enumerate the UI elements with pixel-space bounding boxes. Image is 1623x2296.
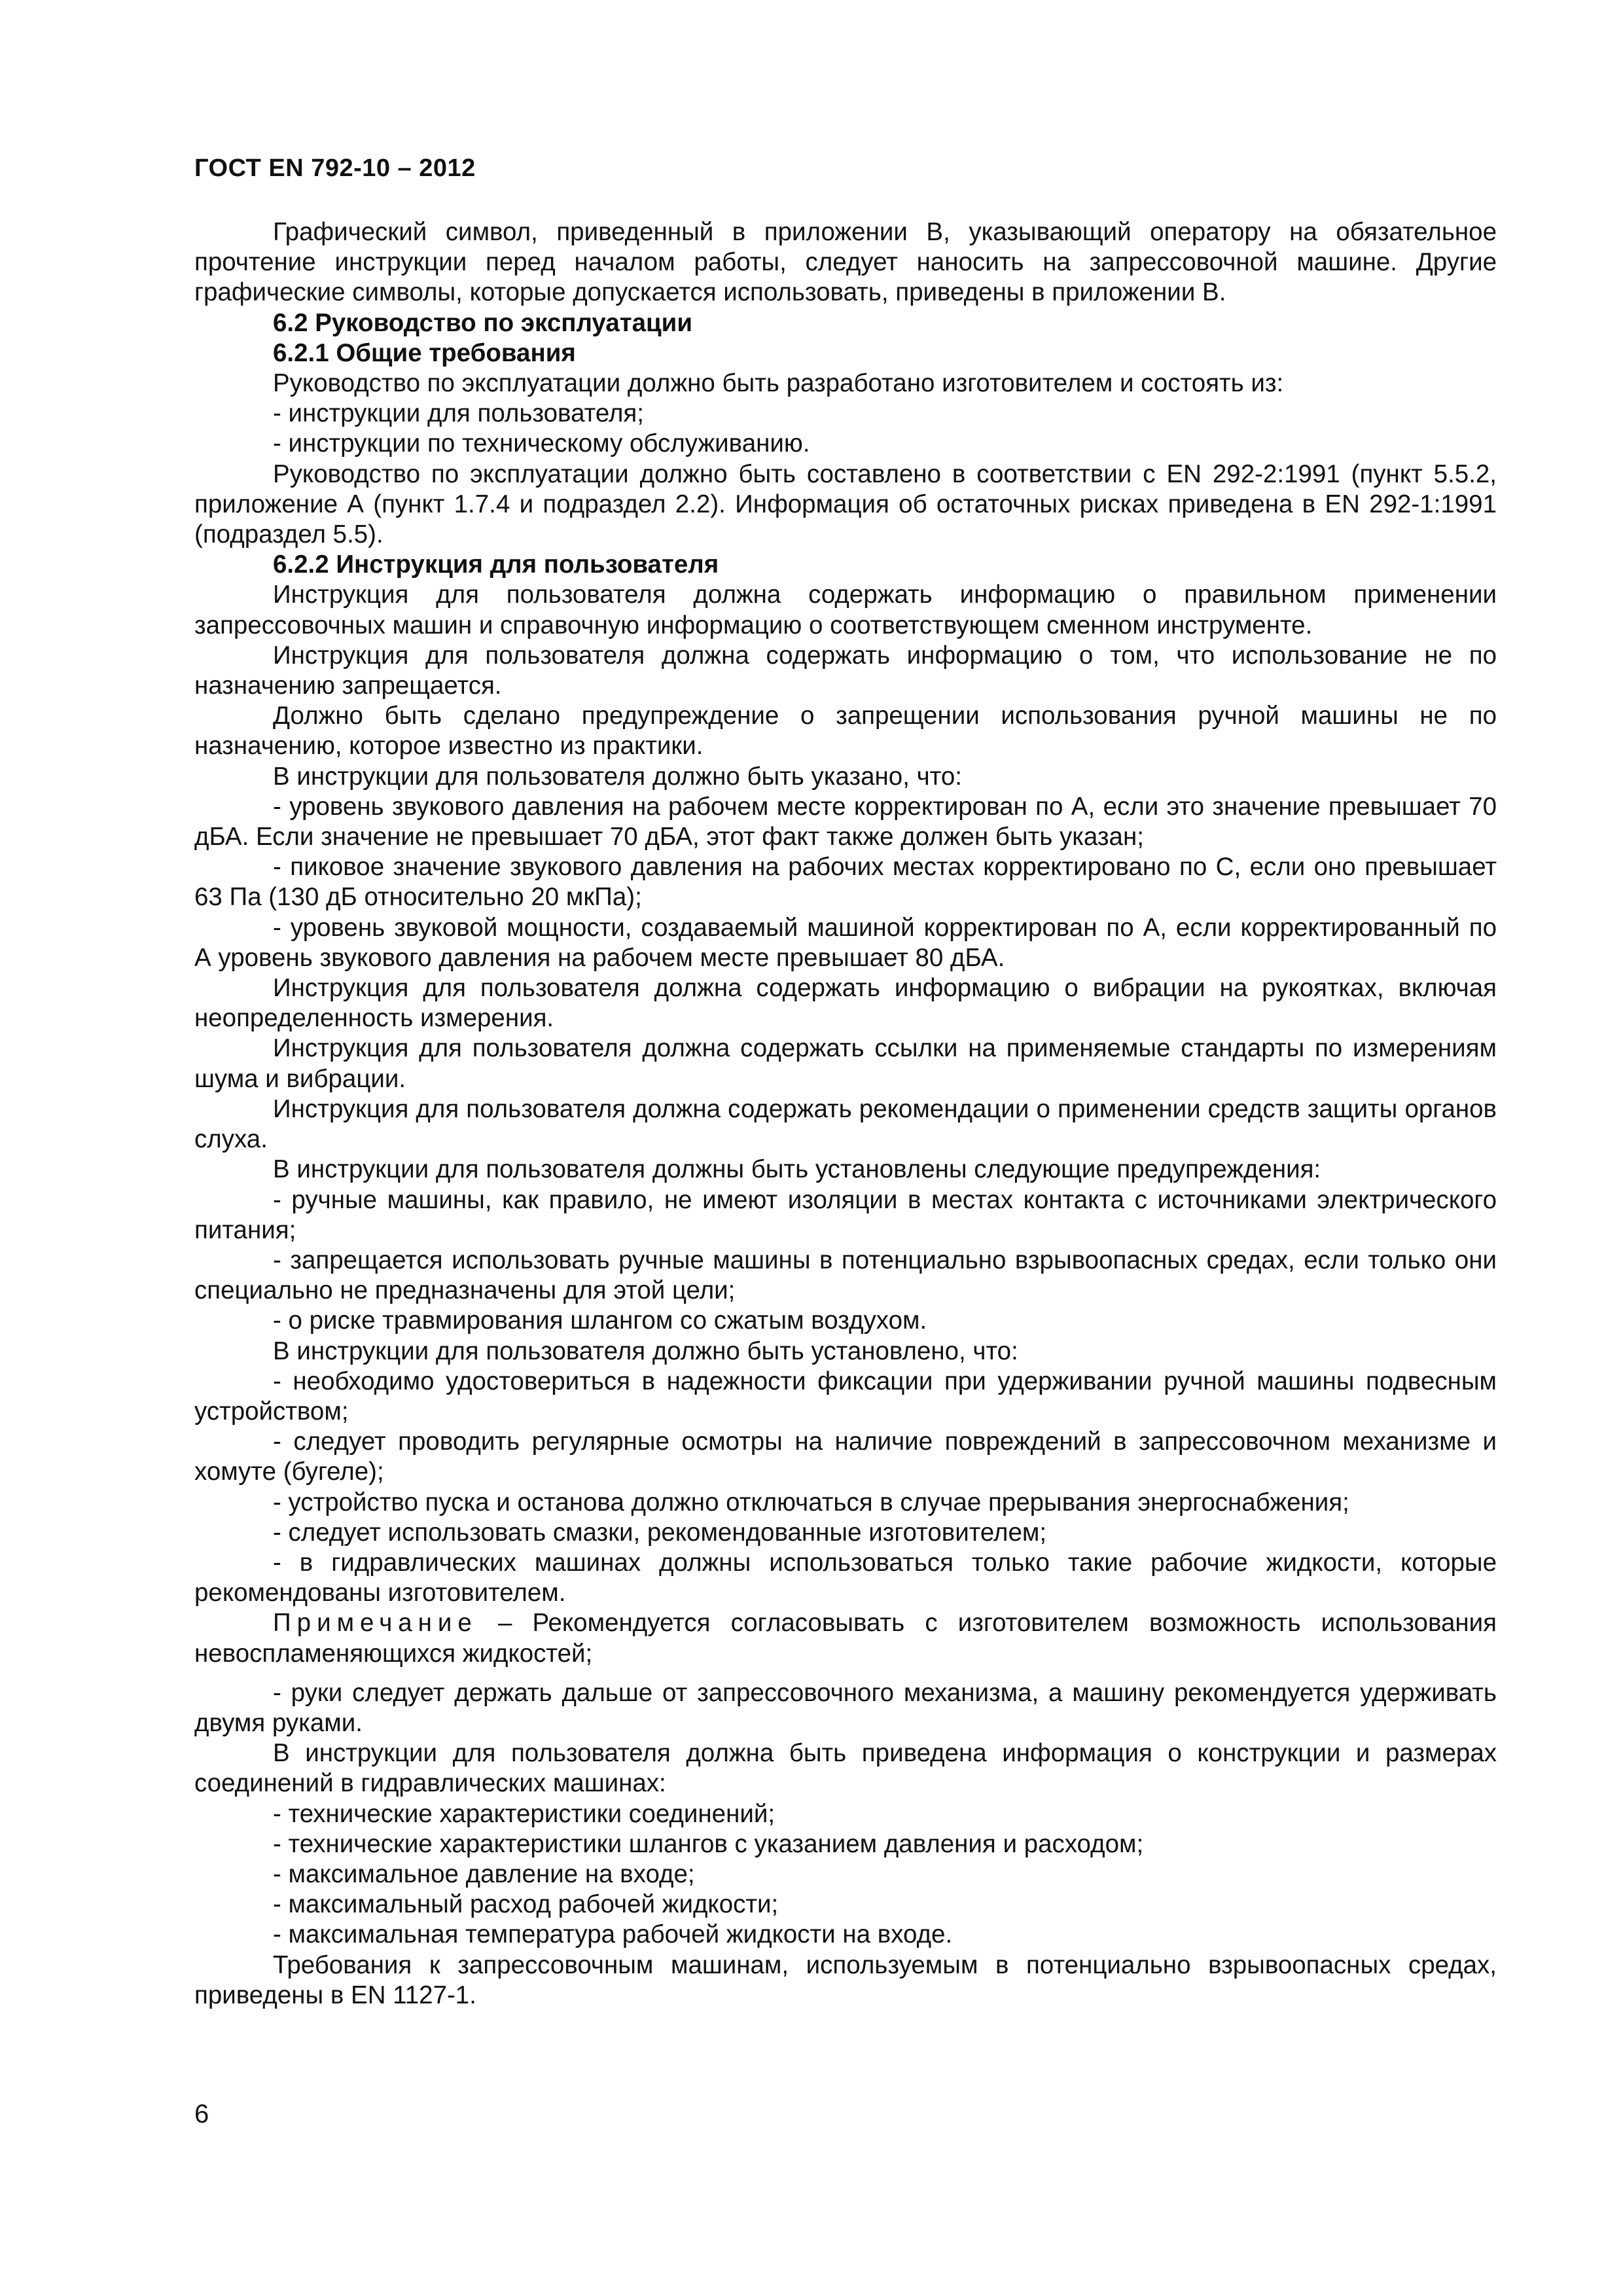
paragraph: Должно быть сделано предупреждение о запрещении использования ручной машины не по назначению, которое известно из практики. <box>194 702 1497 761</box>
list-item: - уровень звукового давления на рабочем месте корректирован по А, если это значение превышает 70 дБА. Если значение не превышает 70 дБА, этот факт также должен быть указан; <box>194 792 1497 852</box>
list-item: - руки следует держать дальше от запрессовочного механизма, а машину рекомендуется удерживать двумя руками. <box>194 1678 1497 1737</box>
paragraph: Инструкция для пользователя должна содержать ссылки на применяемые стандарты по измерениям шума и вибрации. <box>194 1034 1497 1093</box>
paragraph: В инструкции для пользователя должно быть установлено, что: <box>273 1336 1018 1365</box>
list-item: - необходимо удостовериться в надежности фиксации при удерживании ручной машины подвесным устройством; <box>194 1367 1497 1426</box>
paragraph: Инструкция для пользователя должна содержать информацию о вибрации на рукоятках, включая неопределенность измерения. <box>194 974 1497 1033</box>
paragraph: В инструкции для пользователя должно быть указано, что: <box>273 762 962 791</box>
page-number: 6 <box>194 2100 209 2128</box>
list-item: - максимальное давление на входе; <box>273 1859 695 1888</box>
list-item: - ручные машины, как правило, не имеют изоляции в местах контакта с источниками электрического питания; <box>194 1185 1497 1244</box>
paragraph-manual-content: Руководство по эксплуатации должно быть разработано изготовителем и состоять из: <box>273 369 1284 398</box>
note-paragraph <box>194 1608 1497 1668</box>
list-item: - инструкции по техническому обслуживанию. <box>273 429 810 458</box>
list-item: - следует проводить регулярные осмотры на наличие повреждений в запрессовочном механизме и хомуте (бугеле); <box>194 1427 1497 1486</box>
list-item: - инструкции для пользователя; <box>273 399 644 428</box>
paragraph: В инструкции для пользователя должны быть установлены следующие предупреждения: <box>273 1155 1321 1184</box>
note-label: Примечание <box>273 1609 478 1638</box>
section-heading-6-2-1: 6.2.1 Общие требования <box>273 338 576 367</box>
list-item: - максимальная температура рабочей жидкости на входе. <box>273 1920 953 1949</box>
paragraph: Инструкция для пользователя должна содержать рекомендации о применении средств защиты органов слуха. <box>194 1094 1497 1154</box>
document-header: ГОСТ EN 792-10 – 2012 <box>194 154 476 182</box>
note-text: – Рекомендуется согласовывать с изготовителем возможность использования невоспламеняющихся жидкостей; <box>194 1609 1497 1668</box>
paragraph: В инструкции для пользователя должна быть приведена информация о конструкции и размерах соединений в гидравлических машинах: <box>194 1739 1497 1798</box>
list-item: - уровень звуковой мощности, создаваемый машиной корректирован по А, если корректированный по А уровень звукового давления на рабочем месте превышает 80 дБА. <box>194 913 1497 972</box>
paragraph: Инструкция для пользователя должна содержать информацию о том, что использование не по назначению запрещается. <box>194 641 1497 700</box>
list-item: - технические характеристики шлангов с указанием давления и расходом; <box>273 1829 1144 1858</box>
list-item: - в гидравлических машинах должны использоваться только такие рабочие жидкости, которые рекомендованы изготовителем. <box>194 1548 1497 1607</box>
list-item: - устройство пуска и останова должно отключаться в случае прерывания энергоснабжения; <box>273 1488 1349 1516</box>
paragraph-graphic-symbol: Графический символ, приведенный в приложении В, указывающий оператору на обязательное прочтение инструкции перед началом работы, следует наносить на запрессовочной машине. Другие графические символы, которые допускается использовать, приведены в приложении В. <box>194 218 1497 307</box>
list-item: - пиковое значение звукового давления на рабочих местах корректировано по С, если оно превышает 63 Па (130 дБ относительно 20 мкПа); <box>194 853 1497 912</box>
document-body <box>194 217 1497 2011</box>
section-heading-6-2-2: 6.2.2 Инструкция для пользователя <box>273 550 719 579</box>
paragraph: Требования к запрессовочным машинам, используемым в потенциально взрывоопасных средах, приведены в EN 1127-1. <box>194 1950 1497 2009</box>
list-item: - о риске травмирования шлангом со сжатым воздухом. <box>273 1306 927 1335</box>
section-heading-6-2: 6.2 Руководство по эксплуатации <box>273 308 693 337</box>
paragraph: Инструкция для пользователя должна содержать информацию о правильном применении запрессовочных машин и справочную информацию о соответствующем сменном инструменте. <box>194 581 1497 639</box>
list-item: - запрещается использовать ручные машины в потенциально взрывоопасных средах, если только они специально не предназначены для этой цели; <box>194 1246 1497 1305</box>
list-item: - следует использовать смазки, рекомендованные изготовителем; <box>273 1518 1047 1547</box>
list-item: - технические характеристики соединений; <box>273 1799 776 1828</box>
paragraph-manual-compliance: Руководство по эксплуатации должно быть составлено в соответствии с EN 292-2:1991 (пункт 5.5.2, приложение А (пункт 1.7.4 и подраздел 2.2). Информация об остаточных рисках приведена в EN 292-1:1991 (подраздел 5.5). <box>194 459 1497 549</box>
list-item: - максимальный расход рабочей жидкости; <box>273 1890 779 1919</box>
